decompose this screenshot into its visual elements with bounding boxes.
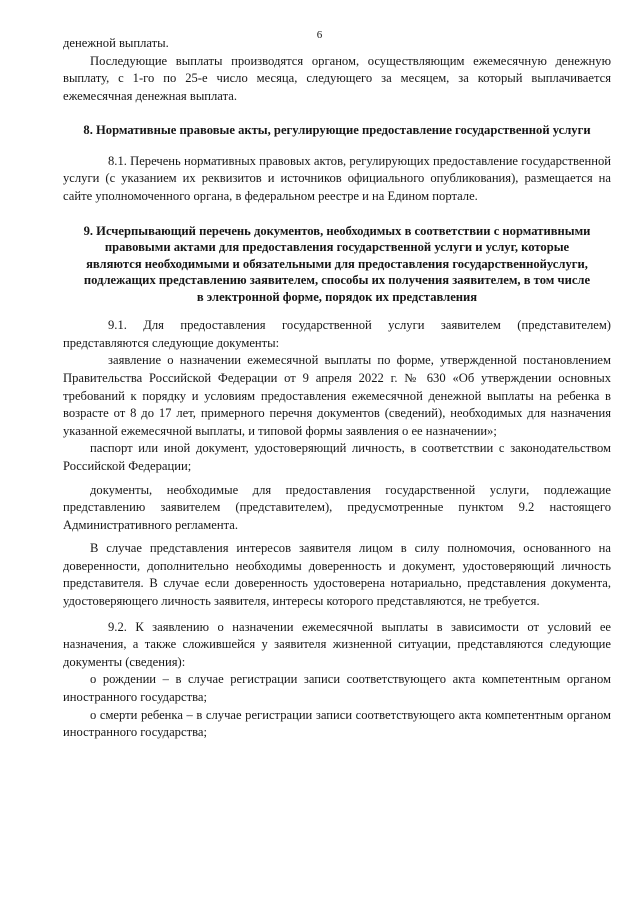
paragraph-subsequent-payments: Последующие выплаты производятся органом, осуществляющим ежемесячную денежную выплату, с 1-го по 25-е число месяца, следующего за месяцем, за который выплачивается ежемесячная денежная выплата. (63, 53, 611, 103)
document-body (63, 35, 611, 742)
paragraph-9-1-application: заявление о назначении ежемесячной выплаты по форме, утвержденной постановлением Правительства Российской Федерации от 9 апреля 2022 г. № 630 «Об утверждении основных требований к порядку и условиям предоставления ежемесячной денежной выплаты на ребенка в возрасте от 8 до 17 лет, примерного перечня документов (сведений), необходимых для назначения указанной ежемесячной выплаты, и типовой формы заявления о ее назначении»; (63, 353, 611, 438)
paragraph-9-2: 9.2. К заявлению о назначении ежемесячной выплаты в зависимости от условий ее назначения, а также сложившейся у заявителя жизненной ситуации, представляются следующие документы (сведения): (63, 619, 611, 669)
paragraph-9-1: 9.1. Для предоставления государственной услуги заявителем (представителем) представляются следующие документы: (63, 318, 611, 350)
paragraph-9-1-representative: В случае представления интересов заявителя лицом в силу полномочия, основанного на доверенности, дополнительно необходимы доверенность и документ, удостоверяющий личность представителя. В случае если доверенность удостоверена нотариально, представления документа, удостоверяющего личность заявителя, интересы которого представляются, не требуется. (63, 541, 611, 609)
paragraph-9-2-death: о смерти ребенка – в случае регистрации записи соответствующего акта компетентным органом иностранного государства; (63, 707, 611, 740)
paragraph-8-1: 8.1. Перечень нормативных правовых актов, регулирующих предоставление государственной услуги (с указанием их реквизитов и источников официального опубликования), размещается на сайте уполномоченного органа, в федеральном реестре и на Едином портале. (63, 153, 611, 204)
section-8-heading: 8. Нормативные правовые акты, регулирующие предоставление государственной услуги (83, 123, 591, 138)
paragraph-9-1-documents: документы, необходимые для предоставления государственной услуги, подлежащие представлению заявителем (представителем), предусмотренные пунктом 9.2 настоящего Административного регламента. (63, 482, 611, 532)
paragraph-9-2-birth: о рождении – в случае регистрации записи соответствующего акта компетентным органом иностранного государства; (63, 672, 611, 705)
paragraph-continuation: денежной выплаты. (63, 36, 169, 50)
page-number: 6 (316, 29, 323, 41)
paragraph-9-1-passport: паспорт или иной документ, удостоверяющий личность, в соответствии с законодательством Российской Федерации; (63, 441, 611, 473)
section-9-heading: 9. Исчерпывающий перечень документов, необходимых в соответствии с нормативными правовыми актами для предоставления государственной услуги и услуг, которые являются необходимыми и обязательными для предоставления государственнойуслуги, подлежащих представлению заявителем, способы их получения заявителем, в том числе в электронной форме, порядок их представления (83, 223, 591, 304)
